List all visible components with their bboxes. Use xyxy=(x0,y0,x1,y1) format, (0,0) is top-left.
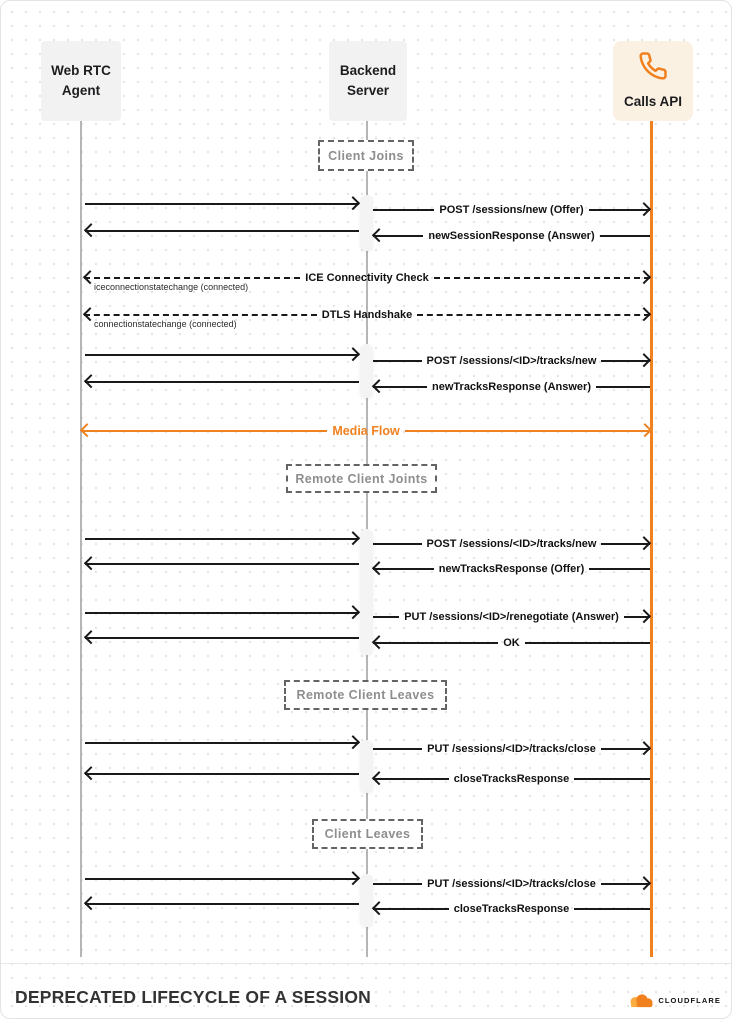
arrowhead-right-icon xyxy=(637,307,651,321)
arrow-line xyxy=(434,277,650,279)
arrowhead-left-icon xyxy=(372,379,386,393)
arrowhead-right-icon xyxy=(346,735,360,749)
arrow-line xyxy=(85,563,359,565)
arrow-line xyxy=(81,430,327,432)
arrow-line xyxy=(600,235,650,237)
arrowhead-left-icon xyxy=(372,901,386,915)
actor-calls-api xyxy=(613,41,693,121)
message-media-flow xyxy=(81,423,651,439)
arrowhead-right-icon xyxy=(637,536,651,550)
message-request-webrtc-to-backend xyxy=(85,196,359,212)
message-request-webrtc-to-backend xyxy=(85,605,359,621)
actor-backend-server xyxy=(329,41,407,121)
arrow-line xyxy=(417,314,650,316)
arrowhead-right-icon xyxy=(638,423,652,437)
message-response-backend-to-webrtc xyxy=(85,223,359,239)
arrowhead-left-icon xyxy=(372,561,386,575)
arrowhead-left-icon xyxy=(84,556,98,570)
arrow-line xyxy=(85,538,359,540)
cloudflare-wordmark: CLOUDFLARE xyxy=(658,996,721,1005)
arrow-label: ICE Connectivity Check xyxy=(305,272,429,284)
arrowhead-right-icon xyxy=(637,270,651,284)
arrow-line xyxy=(85,612,359,614)
arrow-line xyxy=(525,642,650,644)
ice-event-note: iceconnectionstatechange (connected) xyxy=(94,282,249,292)
phase-label: Client Leaves xyxy=(324,827,411,841)
arrow-label: PUT /sessions/<ID>/tracks/close xyxy=(427,743,596,755)
message-request-webrtc-to-backend xyxy=(85,735,359,751)
lifeline-webrtc-agent xyxy=(80,121,82,957)
arrow-line xyxy=(405,430,651,432)
message-ok xyxy=(373,635,650,651)
arrowhead-right-icon xyxy=(346,347,360,361)
arrow-label: newTracksResponse (Answer) xyxy=(432,381,591,393)
arrowhead-left-icon xyxy=(84,896,98,910)
arrowhead-left-icon xyxy=(372,228,386,242)
arrowhead-left-icon xyxy=(372,771,386,785)
arrowhead-left-icon xyxy=(372,635,386,649)
arrow-line xyxy=(85,878,359,880)
arrowhead-right-icon xyxy=(637,353,651,367)
message-request-webrtc-to-backend xyxy=(85,871,359,887)
arrow-line xyxy=(85,203,359,205)
arrow-line xyxy=(85,230,359,232)
arrowhead-left-icon xyxy=(84,766,98,780)
activation-bar xyxy=(360,195,373,251)
phase-remote-client-leaves xyxy=(284,680,447,710)
arrowhead-right-icon xyxy=(346,531,360,545)
arrow-line xyxy=(373,748,422,750)
message-response-backend-to-webrtc xyxy=(85,374,359,390)
actor-label: Web RTC Agent xyxy=(51,63,111,98)
message-close-tracks-response xyxy=(373,771,650,787)
message-request-webrtc-to-backend xyxy=(85,347,359,363)
arrow-line xyxy=(85,773,359,775)
arrow-line xyxy=(373,209,434,211)
message-close-tracks-response-2 xyxy=(373,901,650,917)
arrow-label: POST /sessions/<ID>/tracks/new xyxy=(426,355,597,367)
arrow-label: DTLS Handshake xyxy=(321,309,413,321)
arrow-line xyxy=(373,642,498,644)
message-new-session-response xyxy=(373,228,650,244)
message-post-tracks-new-2 xyxy=(373,536,650,552)
lifeline-calls-api xyxy=(650,121,653,957)
message-request-webrtc-to-backend xyxy=(85,531,359,547)
arrow-line xyxy=(373,883,422,885)
cloudflare-logo xyxy=(628,993,721,1008)
arrowhead-left-icon xyxy=(80,423,94,437)
phase-client-leaves xyxy=(312,819,423,849)
dtls-event-note: connectionstatechange (connected) xyxy=(94,319,237,329)
arrow-label: newTracksResponse (Offer) xyxy=(438,563,585,575)
arrowhead-left-icon xyxy=(84,630,98,644)
arrow-line xyxy=(596,386,650,388)
message-put-renegotiate xyxy=(373,609,650,625)
phase-label: Remote Client Joints xyxy=(295,471,428,486)
arrow-label: POST /sessions/<ID>/tracks/new xyxy=(426,538,597,550)
message-response-backend-to-webrtc xyxy=(85,630,359,646)
arrow-line xyxy=(373,543,422,545)
actor-label: Calls API xyxy=(623,93,683,109)
phase-client-joins xyxy=(318,140,414,171)
arrow-line xyxy=(373,360,422,362)
arrow-line xyxy=(85,742,359,744)
arrow-line xyxy=(85,381,359,383)
message-put-tracks-close-2 xyxy=(373,876,650,892)
arrow-line xyxy=(84,314,317,316)
arrow-line xyxy=(574,778,650,780)
message-put-tracks-close xyxy=(373,741,650,757)
arrow-line xyxy=(373,616,399,618)
page-title: DEPRECATED LIFECYCLE OF A SESSION xyxy=(15,987,371,1007)
footer-divider xyxy=(1,963,731,964)
activation-bar xyxy=(360,344,373,398)
arrowhead-right-icon xyxy=(637,741,651,755)
arrow-label: closeTracksResponse xyxy=(453,903,570,915)
message-post-sessions-new xyxy=(373,202,650,218)
arrowhead-right-icon xyxy=(346,196,360,210)
message-response-backend-to-webrtc xyxy=(85,766,359,782)
message-new-tracks-response-offer xyxy=(373,561,650,577)
cloudflare-cloud-icon xyxy=(628,993,655,1008)
actor-webrtc-agent xyxy=(41,41,121,121)
arrow-line xyxy=(574,908,650,910)
arrow-label: Media Flow xyxy=(332,424,400,438)
arrow-label: POST /sessions/new (Offer) xyxy=(439,204,584,216)
activation-bar xyxy=(360,740,373,793)
arrowhead-right-icon xyxy=(637,609,651,623)
arrow-line xyxy=(85,903,359,905)
arrowhead-right-icon xyxy=(346,871,360,885)
arrow-line xyxy=(85,637,359,639)
phone-icon xyxy=(638,51,668,87)
message-new-tracks-response-answer xyxy=(373,379,650,395)
arrow-line xyxy=(84,277,300,279)
arrow-label: closeTracksResponse xyxy=(453,773,570,785)
arrowhead-left-icon xyxy=(84,374,98,388)
phase-label: Client Joins xyxy=(328,148,404,163)
arrow-label: OK xyxy=(503,637,520,649)
arrowhead-right-icon xyxy=(637,202,651,216)
actor-label: Backend Server xyxy=(339,63,397,98)
arrow-line xyxy=(85,354,359,356)
activation-bar xyxy=(360,874,373,927)
arrow-label: PUT /sessions/<ID>/tracks/close xyxy=(427,878,596,890)
arrowhead-right-icon xyxy=(637,876,651,890)
phase-label: Remote Client Leaves xyxy=(296,688,435,702)
arrowhead-right-icon xyxy=(346,605,360,619)
arrow-line xyxy=(589,568,650,570)
arrow-label: PUT /sessions/<ID>/renegotiate (Answer) xyxy=(404,611,619,623)
message-post-tracks-new xyxy=(373,353,650,369)
arrowhead-left-icon xyxy=(84,223,98,237)
message-response-backend-to-webrtc xyxy=(85,556,359,572)
arrow-label: newSessionResponse (Answer) xyxy=(428,230,595,242)
activation-bar xyxy=(360,529,373,655)
message-response-backend-to-webrtc xyxy=(85,896,359,912)
phase-remote-client-joins xyxy=(286,464,437,493)
